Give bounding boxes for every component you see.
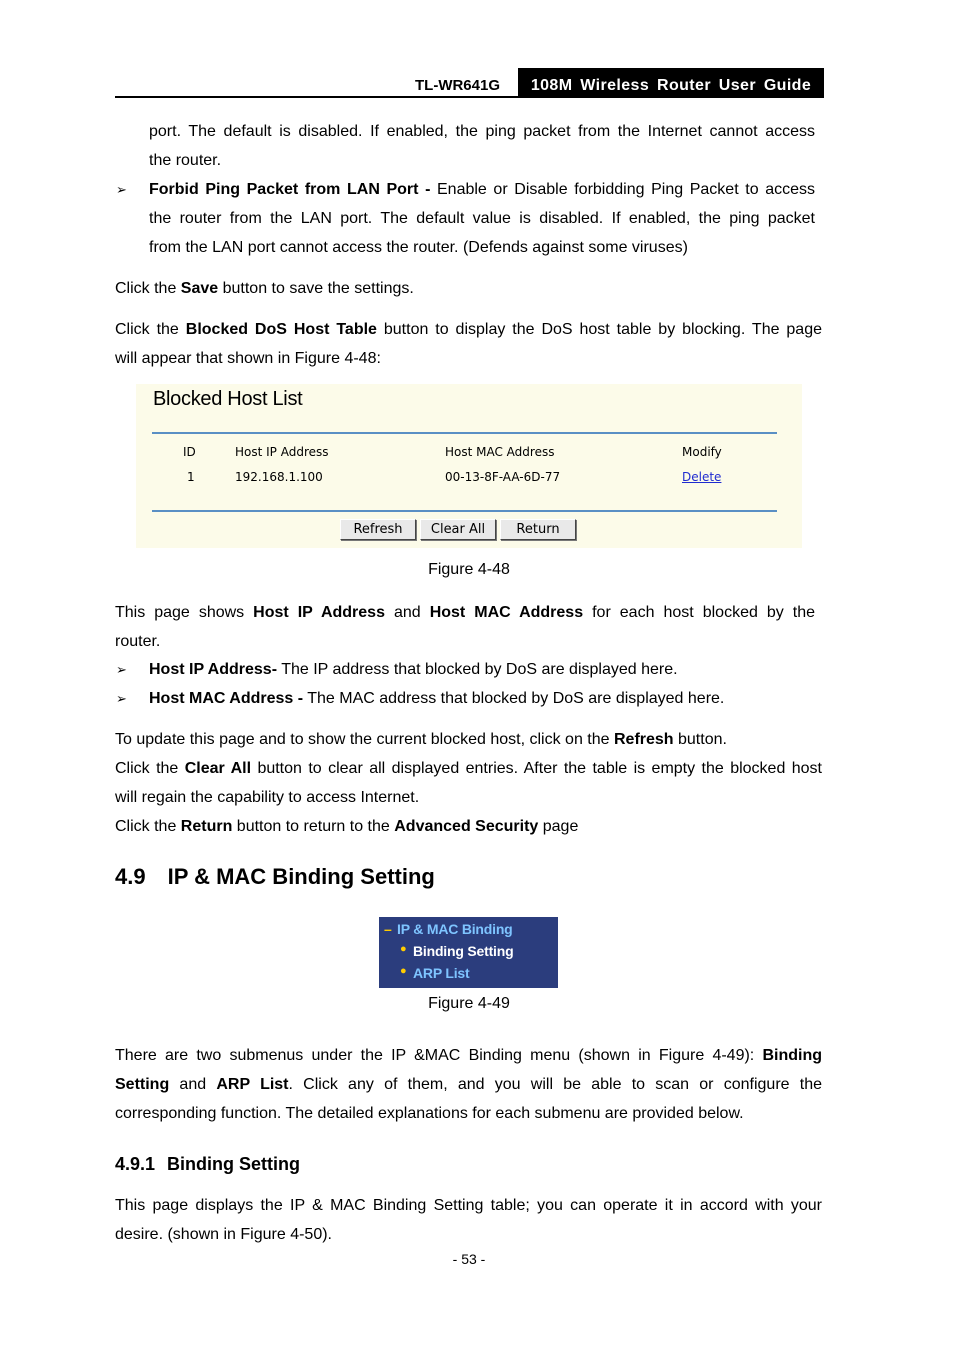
ip-mac-binding-menu: [379, 917, 558, 988]
forbid-lan-item: [149, 175, 815, 262]
intro-line-1: port. The default is disabled. If enabled, the ping packet from the Internet cannot access: [149, 123, 815, 140]
page-number: - 53 -: [452, 1251, 486, 1267]
intro-line-2: the router.: [149, 152, 222, 169]
table-row-ip: 192.168.1.100: [235, 470, 323, 484]
column-header-id: ID: [183, 445, 196, 459]
column-header-ip: Host IP Address: [235, 445, 329, 459]
bullet-dot-icon: ●: [400, 965, 407, 977]
binding-paragraph: This page displays the IP & MAC Binding Setting table; you can operate it in accord with your desire. (shown in Figure 4-50).: [115, 1197, 822, 1243]
refresh-sentence: To update this page and to show the current blocked host, click on the Refresh button.: [115, 731, 727, 748]
bullet-arrow-icon: ➢: [116, 662, 127, 677]
blocked-dos-paragraph: Click the Blocked DoS Host Table button to display the DoS host table by blocking. The page will appear that shown in Figure 4-48:: [115, 321, 823, 367]
blocked-host-list-panel: [136, 384, 802, 548]
menu-item-arp-list[interactable]: ARP List: [413, 965, 470, 981]
return-sentence: Click the Return button to return to the Advanced Security page: [115, 818, 579, 835]
return-button[interactable]: Return: [500, 519, 576, 540]
forbid-lan-line-2: the router from the LAN port. The default value is disabled. If enabled, the ping packet: [149, 210, 815, 227]
bullet-arrow-icon: ➢: [116, 691, 127, 706]
forbid-lan-line-1: Forbid Ping Packet from LAN Port - Enable or Disable forbidding Ping Packet to access: [149, 181, 815, 198]
figure-49-caption: Figure 4-49: [428, 995, 510, 1012]
delete-link[interactable]: Delete: [682, 470, 722, 484]
header-model: TL-WR641G: [415, 77, 501, 94]
collapse-dash-icon: –: [384, 921, 392, 937]
menu-item-binding-setting[interactable]: Binding Setting: [413, 943, 514, 959]
save-paragraph: Click the Save button to save the settings.: [115, 280, 414, 297]
def-host-mac: Host MAC Address - The MAC address that blocked by DoS are displayed here.: [149, 690, 725, 707]
figure-48-caption: Figure 4-48: [428, 561, 510, 578]
table-row-mac: 00-13-8F-AA-6D-77: [445, 470, 561, 484]
header-guide-title: 108M Wireless Router User Guide: [518, 68, 824, 97]
column-header-mac: Host MAC Address: [445, 445, 555, 459]
panel-bottom-rule: [152, 510, 777, 512]
submenu-paragraph: There are two submenus under the IP &MAC Binding menu (shown in Figure 4-49): Binding Setting and ARP List. Click any of them, and you will be able to scan or configure the corresponding function. The detailed explanations for each submenu are provided below.: [115, 1047, 822, 1122]
intro-continuation: [149, 117, 815, 175]
actions-paragraph: To update this page and to show the current blocked host, click on the Refresh button. Click the Clear All button to clear all displayed entries. After the table is empty the blocked host will regain the capability to access Internet. Click the Return button to return to the Advanced Security page: [115, 725, 822, 841]
clear-sentence: Click the Clear All button to clear all displayed entries. After the table is empty the blocked host: [115, 760, 823, 777]
header-rule: [115, 96, 824, 98]
subsection-heading: 4.9.1 Binding Setting: [115, 1154, 301, 1174]
menu-parent-ip-mac-binding[interactable]: IP & MAC Binding: [397, 921, 513, 937]
refresh-button[interactable]: Refresh: [340, 519, 416, 540]
clear-all-button[interactable]: Clear All: [420, 519, 496, 540]
panel-top-rule: [152, 432, 777, 434]
forbid-lan-line-3: from the LAN port cannot access the router. (Defends against some viruses): [149, 239, 688, 256]
shows-paragraph: This page shows Host IP Address and Host MAC Address for each host blocked by the router.: [115, 604, 815, 650]
def-host-ip: Host IP Address- The IP address that blocked by DoS are displayed here.: [149, 661, 678, 678]
forbid-lan-label: Forbid Ping Packet from LAN Port -: [149, 181, 431, 198]
bullet-arrow-icon: ➢: [116, 182, 127, 197]
bullet-dot-icon: ●: [400, 943, 407, 955]
column-header-modify: Modify: [682, 445, 722, 459]
section-heading: 4.9 IP & MAC Binding Setting: [115, 864, 435, 889]
table-row-id: 1: [187, 470, 195, 484]
blocked-host-list-title: Blocked Host List: [153, 388, 303, 410]
